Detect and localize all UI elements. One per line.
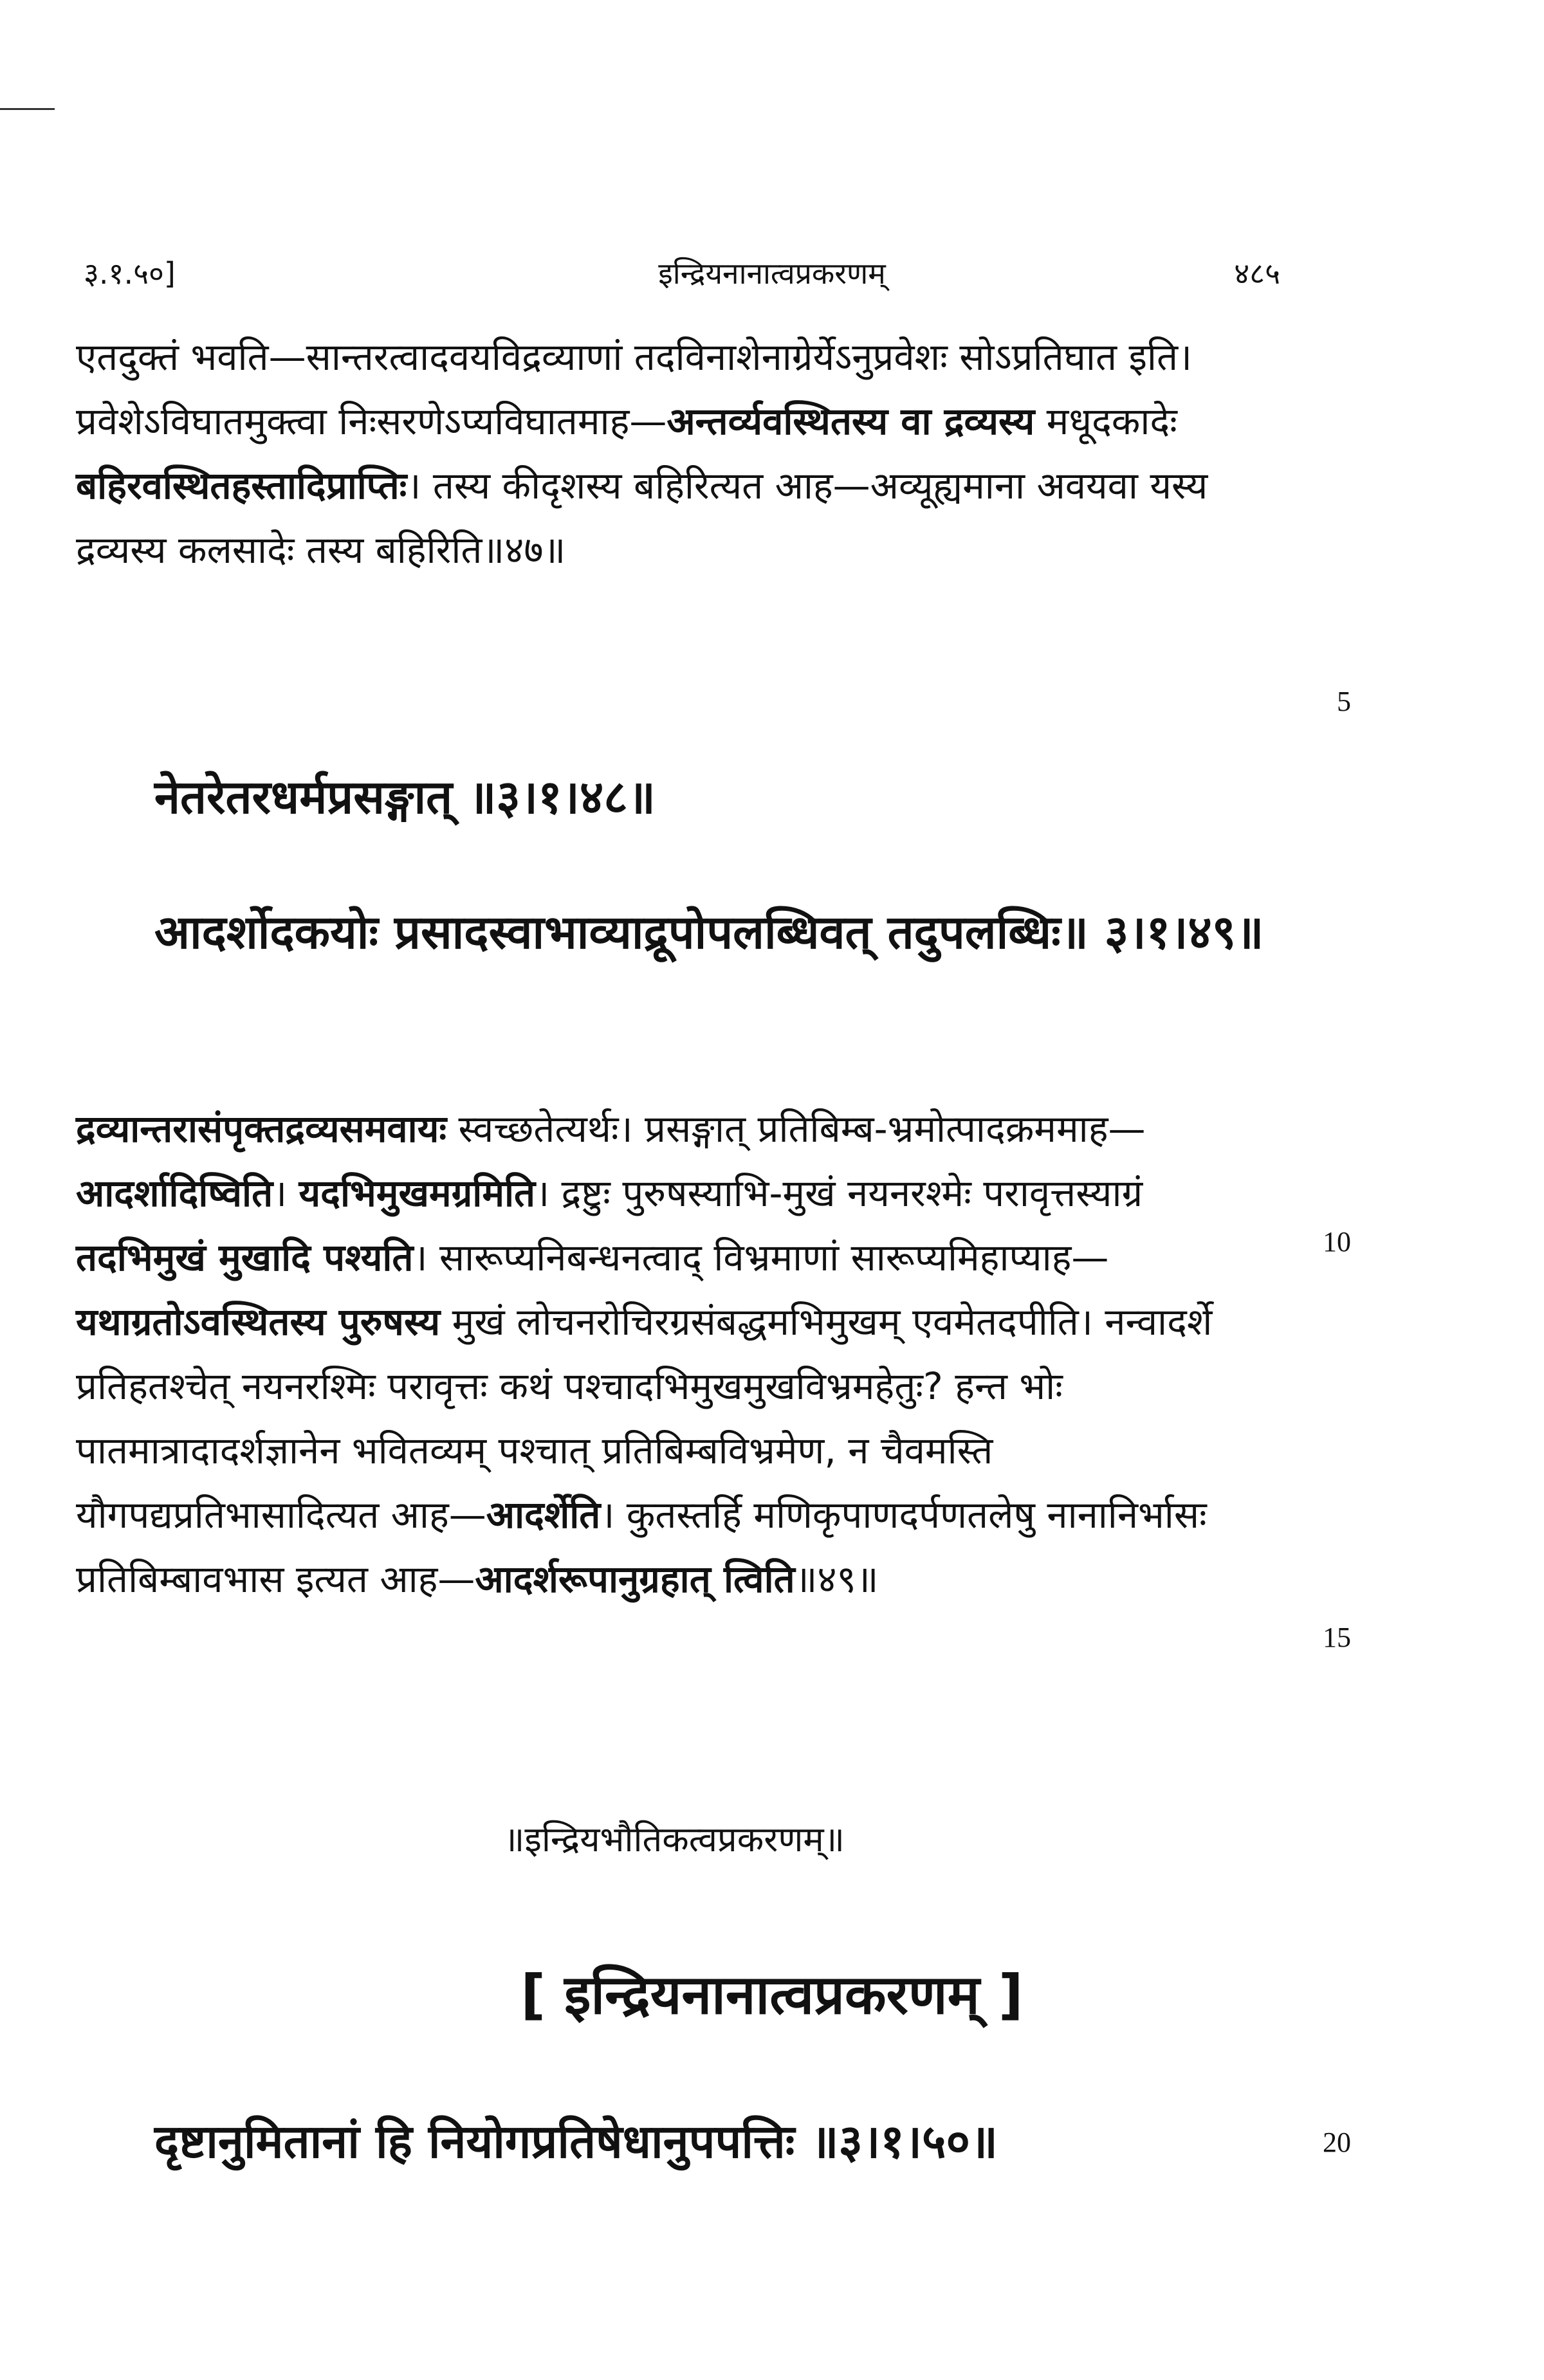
emphasis: आदर्शादिष्विति bbox=[76, 1171, 273, 1215]
line-number: 20 bbox=[1323, 2127, 1351, 2158]
line-number: 10 bbox=[1323, 1226, 1351, 1258]
header-title: इन्द्रियनानात्वप्रकरणम् bbox=[658, 256, 886, 291]
line-number: 5 bbox=[1337, 686, 1351, 717]
top-rule bbox=[0, 108, 55, 110]
sutra-48: नेतरेतरधर्मप्रसङ्गात् ॥३।१।४८॥ bbox=[154, 770, 656, 824]
emphasis: तदभिमुखं मुखादि पश्यति bbox=[76, 1236, 414, 1279]
emphasis: बहिरवस्थितहस्तादिप्राप्तिः bbox=[76, 464, 407, 508]
emphasis: आदर्शेति bbox=[486, 1493, 601, 1537]
section-title: [ इन्द्रियनानात्वप्रकरणम् ] bbox=[520, 1963, 1024, 2026]
commentary-paragraph-49: द्रव्यान्तरासंपृक्तद्रव्यसमवायः स्वच्छतेत्यर्थः। प्रसङ्गात् प्रतिबिम्ब-भ्रमोत्पादक्रममाह—आदर्शादिष्विति। यदभिमुखमग्रमिति। द्रष्टुः पुरुषस्याभि-मुखं नयनरश्मेः परावृत्तस्याग्रं तदभिमुखं मुखादि पश्यति। सारूप्यनिबन्धनत्वाद् विभ्रमाणां सारूप्यमिहाप्याह—यथाग्रतोऽवस्थितस्य पुरुषस्य मुखं लोचनरोचिरग्रसंबद्धमभिमुखम् एवमेतदपीति। नन्वादर्शे प्रतिहतश्चेत् नयनरश्मिः परावृत्तः कथं पश्चादभिमुखमुखविभ्रमहेतुः? हन्त भोः पातमात्रादादर्शज्ञानेन भवितव्यम् पश्चात् प्रतिबिम्बविभ्रमेण, न चैवमस्ति यौगपद्यप्रतिभासादित्यत आह—आदर्शेति। कुतस्तर्हि मणिकृपाणदर्पणतलेषु नानानिर्भासः प्रतिबिम्बावभास इत्यत आह—आदर्शरूपानुग्रहात् त्विति॥४९॥ bbox=[76, 1107, 1213, 1601]
sutra-50: दृष्टानुमितानां हि नियोगप्रतिषेधानुपपत्तिः ॥३।१।५०॥ bbox=[154, 2114, 998, 2168]
section-closing: ॥इन्द्रियभौतिकत्वप्रकरणम्॥ bbox=[503, 1819, 845, 1860]
emphasis: यदभिमुखमग्रमिति bbox=[299, 1171, 536, 1215]
emphasis: द्रव्यान्तरासंपृक्तद्रव्यसमवायः bbox=[76, 1107, 447, 1151]
emphasis: यथाग्रतोऽवस्थितस्य पुरुषस्य bbox=[76, 1300, 441, 1344]
line-number: 15 bbox=[1323, 1622, 1351, 1653]
emphasis: अन्तर्व्यवस्थितस्य वा द्रव्यस्य bbox=[666, 399, 1035, 443]
emphasis: आदर्शरूपानुग्रहात् त्विति bbox=[475, 1557, 795, 1601]
header-section-ref: ३.१.५०] bbox=[84, 256, 176, 291]
sutra-49: आदर्शोदकयोः प्रसादस्वाभाव्याद्रूपोपलब्धिवत् तदुपलब्धिः॥ ३।१।४९॥ bbox=[154, 905, 1264, 959]
commentary-paragraph-47: एतदुक्तं भवति—सान्तरत्वादवयविद्रव्याणां तदविनाशेनाग्रेर्येऽनुप्रवेशः सोऽप्रतिघात इति। प्रवेशेऽविघातमुक्त्वा निःसरणेऽप्यविघातमाह—अन्तर्व्यवस्थितस्य वा द्रव्यस्य मधूदकादेः बहिरवस्थितहस्तादिप्राप्तिः। तस्य कीदृशस्य बहिरित्यत आह—अव्यूह्यमाना अवयवा यस्य द्रव्यस्य कलसादेः तस्य बहिरिति॥४७॥ bbox=[76, 335, 1208, 572]
page-number: ४८५ bbox=[1234, 256, 1280, 291]
running-header bbox=[0, 248, 1544, 299]
